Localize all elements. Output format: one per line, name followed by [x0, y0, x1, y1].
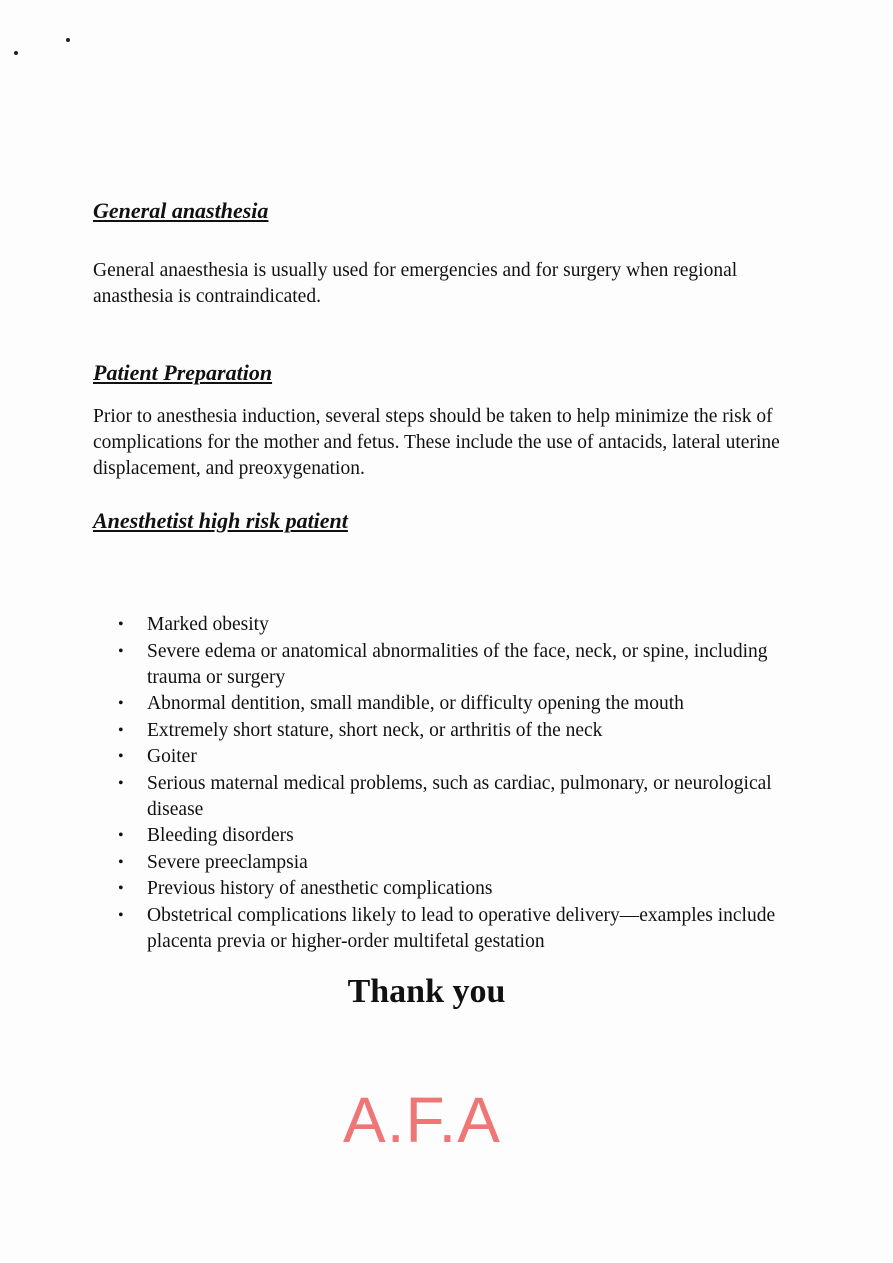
bullet-icon: •: [118, 748, 124, 765]
section-text-preparation: Prior to anesthesia induction, several steps should be taken to help minimize the risk of complications for the mother and fetus. These include the use of antacids, lateral uterine displacement, and preoxygenation.: [93, 406, 780, 479]
bullet-icon: •: [118, 853, 124, 871]
bullet-icon: •: [118, 827, 124, 844]
bullet-icon: •: [118, 880, 124, 897]
signature-logo: A.F.A: [343, 1084, 501, 1156]
bullet-icon: •: [118, 642, 124, 660]
list-item: • Marked obesity: [93, 612, 793, 638]
scan-speck: [66, 38, 70, 42]
bullet-icon: •: [118, 616, 124, 633]
list-item: • Goiter: [93, 744, 793, 770]
section-heading-general: General anasthesia: [93, 198, 269, 223]
list-item: • Serious maternal medical problems, such as cardiac, pulmonary, or neurological disease: [118, 772, 772, 820]
list-item: • Extremely short stature, short neck, or arthritis of the neck: [93, 718, 793, 744]
list-item: • Severe edema or anatomical abnormalities of the face, neck, or spine, including trauma or surgery: [118, 640, 768, 688]
list-item: • Severe preeclampsia: [93, 850, 793, 876]
list-item: • Bleeding disorders: [93, 823, 793, 849]
high-risk-list: [93, 612, 793, 955]
list-item: • Abnormal dentition, small mandible, or difficulty opening the mouth: [93, 691, 793, 717]
section-heading-high-risk: Anesthetist high risk patient: [93, 508, 348, 533]
bullet-icon: •: [118, 774, 124, 792]
scan-speck: [14, 51, 18, 55]
list-item: • Obstetrical complications likely to lead to operative delivery—examples include placenta previa or higher-order multifetal gestation: [118, 904, 776, 952]
section-text-general: General anaesthesia is usually used for emergencies and for surgery when regional anasthesia is contraindicated.: [93, 260, 738, 307]
section-heading-preparation: Patient Preparation: [93, 360, 273, 385]
list-item: • Previous history of anesthetic complications: [93, 876, 793, 902]
bullet-icon: •: [118, 695, 124, 712]
bullet-icon: •: [118, 906, 124, 924]
closing-text: Thank you: [347, 973, 506, 1010]
bullet-icon: •: [118, 721, 124, 739]
